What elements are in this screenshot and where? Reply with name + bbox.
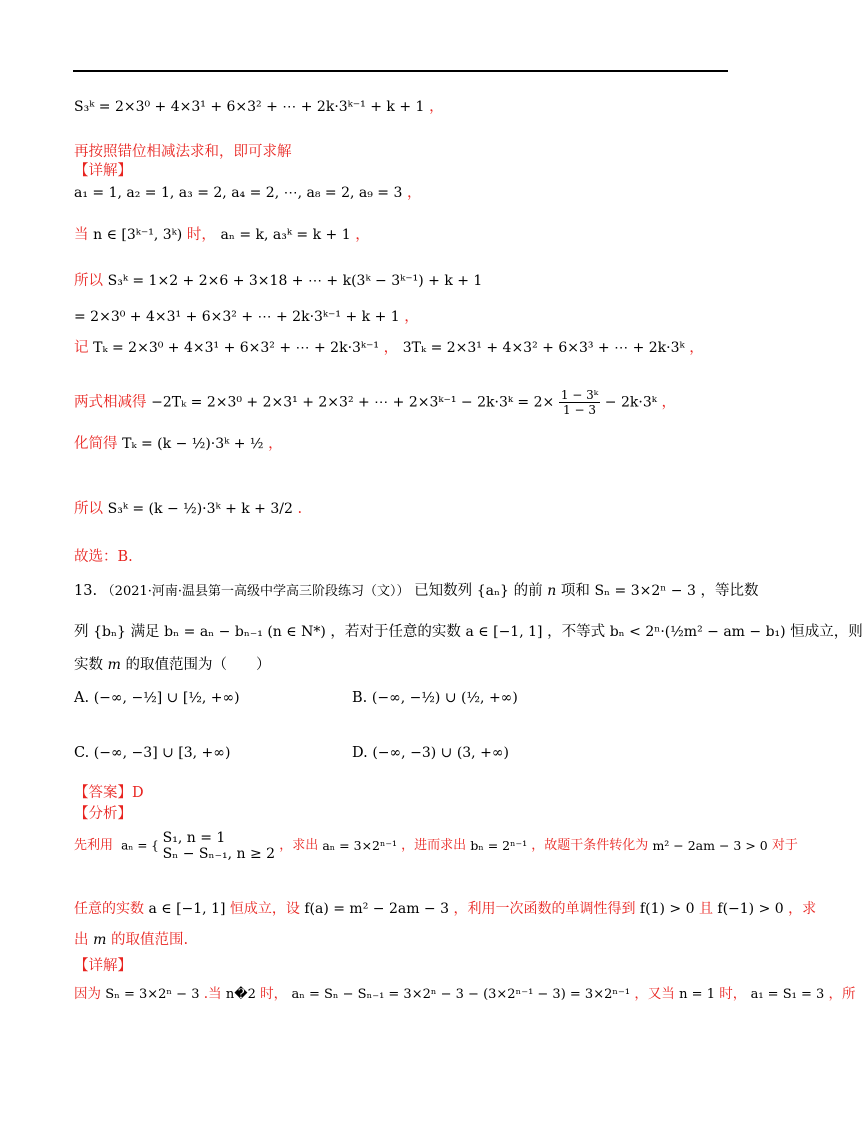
question-line-3 xyxy=(74,656,271,674)
text: 实数 xyxy=(74,657,103,673)
formula: −2Tₖ = 2×3⁰ + 2×3¹ + 2×3² + ⋯ + 2×3ᵏ⁻¹ − 2k·3ᵏ = 2× xyxy=(151,394,555,411)
question-number: 13. xyxy=(74,583,98,599)
punct: ， xyxy=(689,340,704,356)
formula: S₃ᵏ = (k − ½)·3ᵏ + k + 3/2 xyxy=(107,501,293,517)
option-label: B. xyxy=(352,690,368,706)
punct: . xyxy=(297,501,303,517)
text: 项和 xyxy=(560,583,590,599)
formula: f(1) > 0 xyxy=(639,901,695,917)
heading-detail-2: 【详解】 xyxy=(74,958,132,974)
formula: (−∞, −½] ∪ [½, +∞) xyxy=(93,690,240,706)
formula: n ∈ [3ᵏ⁻¹, 3ᵏ) xyxy=(93,227,183,243)
line-subtract xyxy=(74,388,676,417)
fraction xyxy=(559,388,600,417)
case-2: Sₙ − Sₙ₋₁, n ≥ 2 xyxy=(162,846,276,862)
case-1: S₁, n = 1 xyxy=(162,830,226,846)
detail-line-1 xyxy=(74,985,856,1004)
formula: Sₙ = 3×2ⁿ − 3 xyxy=(105,987,200,1002)
line-define-t xyxy=(74,339,704,357)
question-line-2 xyxy=(74,623,863,641)
formula: n xyxy=(547,583,557,599)
formula: S₃ᵏ = 2×3⁰ + 4×3¹ + 6×3² + ⋯ + 2k·3ᵏ⁻¹ + k + 1 xyxy=(74,99,425,115)
formula: Tₖ = 2×3⁰ + 4×3¹ + 6×3² + ⋯ + 2k·3ᵏ⁻¹ xyxy=(93,340,380,356)
line-hint: 再按照错位相减法求和，即可求解 xyxy=(74,144,292,160)
piecewise xyxy=(121,830,275,862)
formula: − 2k·3ᵏ xyxy=(604,394,657,411)
option-label: C. xyxy=(74,745,90,761)
formula: aₙ = Sₙ − Sₙ₋₁ = 3×2ⁿ − 3 − (3×2ⁿ⁻¹ − 3) = 3×2ⁿ⁻¹ xyxy=(291,987,631,1002)
text: ，求 xyxy=(788,901,817,917)
text: ，利用一次函数的单调性得到 xyxy=(453,901,636,917)
formula: {aₙ} xyxy=(476,583,509,599)
text: ，进而求出 xyxy=(401,838,467,853)
punct: ， xyxy=(661,394,676,411)
text: 的取值范围为（ ） xyxy=(125,657,271,673)
formula: Sₙ = 3×2ⁿ − 3 xyxy=(594,583,696,599)
punct: ， xyxy=(429,99,444,115)
formula: m² − 2am − 3 > 0 xyxy=(652,838,768,853)
punct: ， xyxy=(355,227,370,243)
formula: bₙ = aₙ − bₙ₋₁ (n ∈ N*) xyxy=(164,624,326,640)
formula: bₙ < 2ⁿ·(½m² − am − b₁) xyxy=(609,624,786,640)
formula: f(a) = m² − 2am − 3 xyxy=(304,901,450,917)
analysis-line-1 xyxy=(74,830,798,862)
text: 恒成立，则 xyxy=(790,624,863,640)
text: ，所 xyxy=(828,986,856,1002)
text: 列 xyxy=(74,624,89,640)
option-c xyxy=(74,745,230,761)
text: 记 xyxy=(74,340,89,356)
text: 时， xyxy=(719,986,747,1002)
punct: ， xyxy=(407,185,422,201)
heading-detail: 【详解】 xyxy=(74,163,132,179)
text: ，故题干条件转化为 xyxy=(531,838,649,853)
text: 对于 xyxy=(771,838,798,853)
formula: m xyxy=(93,932,107,948)
text: 恒成立，设 xyxy=(229,901,300,917)
header-rule xyxy=(73,70,728,72)
text: ，不等式 xyxy=(547,624,606,640)
formula: f(−1) > 0 xyxy=(717,901,784,917)
question-source: （2021·河南·温县第一高级中学高三阶段练习（文）） xyxy=(101,584,410,599)
formula: bₙ = 2ⁿ⁻¹ xyxy=(470,838,528,853)
question-line-1 xyxy=(74,582,758,601)
line-when xyxy=(74,226,370,244)
text: 当 xyxy=(74,227,89,243)
formula: S₃ᵏ = 1×2 + 2×6 + 3×18 + ⋯ + k(3ᵏ − 3ᵏ⁻¹) + k + 1 xyxy=(107,273,483,289)
option-label: A. xyxy=(74,690,90,706)
formula: 3Tₖ = 2×3¹ + 4×3² + 6×3³ + ⋯ + 2k·3ᵏ xyxy=(402,340,685,356)
numerator: 1 − 3ᵏ xyxy=(560,388,599,402)
formula: a₁ = S₁ = 3 xyxy=(750,987,825,1002)
text: 化简得 xyxy=(74,436,118,452)
formula: n�2 xyxy=(225,987,256,1002)
option-b xyxy=(352,690,518,706)
formula: a ∈ [−1, 1] xyxy=(148,901,226,917)
option-a xyxy=(74,690,240,706)
punct: ， xyxy=(383,340,399,356)
line-s3k xyxy=(74,98,444,116)
piecewise-lhs: aₙ = { xyxy=(121,838,159,853)
formula: (−∞, −3] ∪ [3, +∞) xyxy=(93,745,231,761)
denominator: 1 − 3 xyxy=(563,403,596,417)
line-a-values xyxy=(74,184,422,202)
text: 已知数列 xyxy=(414,583,473,599)
text: ，若对于任意的实数 xyxy=(330,624,461,640)
text: 所以 xyxy=(74,501,103,517)
heading-analysis: 【分析】 xyxy=(74,806,132,822)
formula: a ∈ [−1, 1] xyxy=(465,624,543,640)
formula: m xyxy=(107,657,121,673)
text: 的取值范围. xyxy=(111,932,189,948)
option-label: D. xyxy=(352,745,368,761)
punct: ， xyxy=(404,309,419,325)
text: 任意的实数 xyxy=(74,901,144,917)
line-so-sum xyxy=(74,272,482,290)
line-result xyxy=(74,500,302,518)
text: 出 xyxy=(74,932,89,948)
text: ，等比数 xyxy=(700,583,759,599)
text: ，求出 xyxy=(279,838,319,853)
text: 且 xyxy=(698,901,713,917)
option-d xyxy=(352,745,509,761)
text: 先利用 xyxy=(74,838,114,853)
line-choose: 故选：B. xyxy=(74,549,133,565)
analysis-line-2 xyxy=(74,900,816,918)
line-equals xyxy=(74,308,419,326)
line-simplify xyxy=(74,435,283,453)
text: 的前 xyxy=(513,583,543,599)
formula: a₁ = 1, a₂ = 1, a₃ = 2, a₄ = 2, ⋯, a₈ = 2, a₉ = 3 xyxy=(74,185,403,201)
analysis-line-3 xyxy=(74,931,188,949)
piecewise-cases xyxy=(163,830,275,862)
text: .当 xyxy=(203,986,222,1002)
text: 两式相减得 xyxy=(74,394,147,411)
text: 时， xyxy=(260,986,288,1002)
formula: n = 1 xyxy=(679,987,715,1002)
text: 时， xyxy=(186,227,216,243)
punct: ， xyxy=(268,436,283,452)
answer-line: 【答案】D xyxy=(74,785,144,801)
formula: (−∞, −½) ∪ (½, +∞) xyxy=(371,690,518,706)
text: 满足 xyxy=(130,624,160,640)
text: ，又当 xyxy=(634,986,675,1002)
formula: aₙ = k, a₃ᵏ = k + 1 xyxy=(220,227,351,243)
text: 所以 xyxy=(74,273,103,289)
formula: = 2×3⁰ + 4×3¹ + 6×3² + ⋯ + 2k·3ᵏ⁻¹ + k + 1 xyxy=(74,309,400,325)
formula: aₙ = 3×2ⁿ⁻¹ xyxy=(322,838,398,853)
formula: (−∞, −3) ∪ (3, +∞) xyxy=(372,745,509,761)
text: 因为 xyxy=(74,986,101,1002)
formula: Tₖ = (k − ½)·3ᵏ + ½ xyxy=(122,436,264,452)
formula: {bₙ} xyxy=(93,624,126,640)
